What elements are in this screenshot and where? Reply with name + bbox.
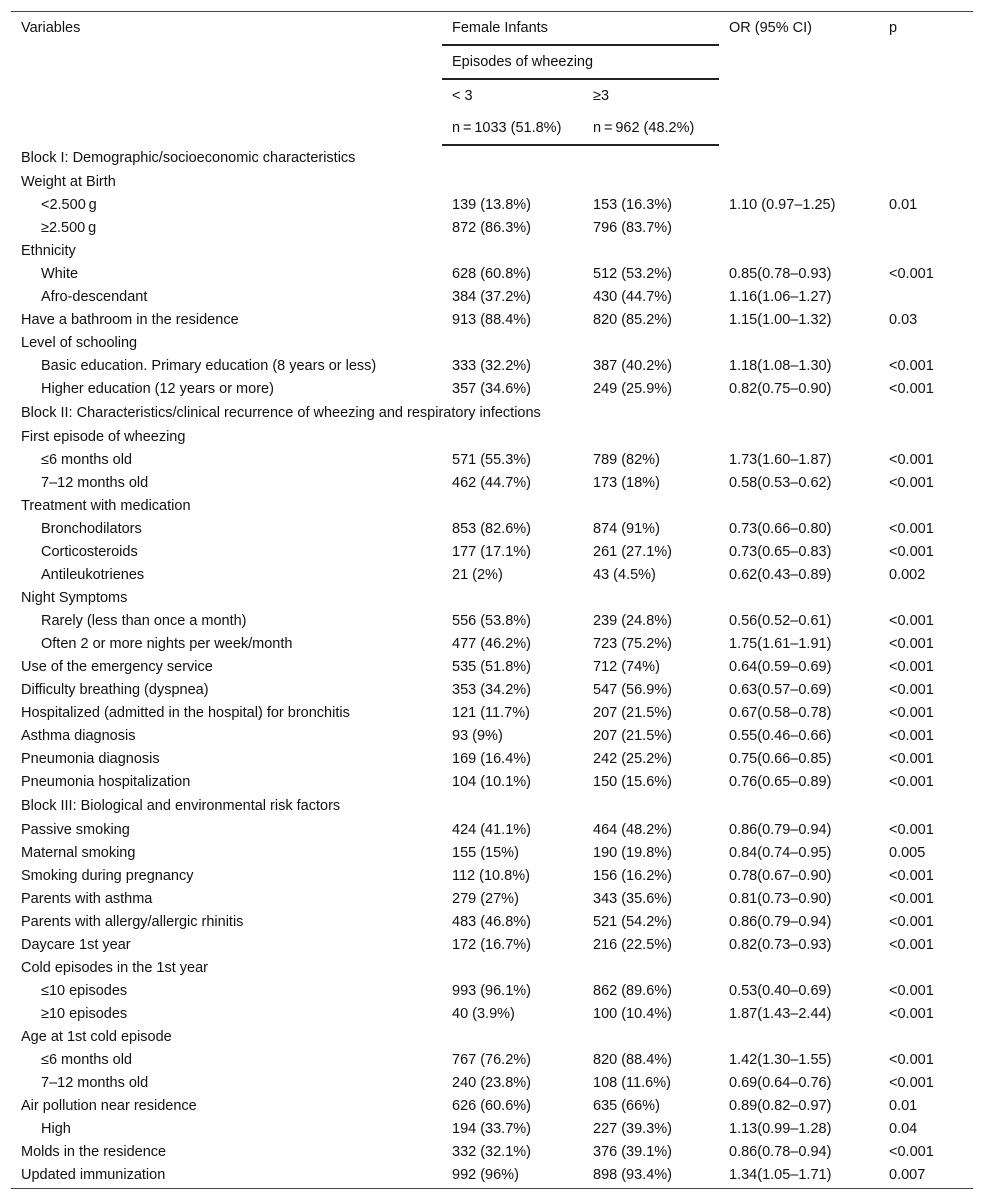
lt3-cell: 177 (17.1%) (452, 544, 531, 560)
lt3-cell: 384 (37.2%) (452, 289, 531, 305)
or-cell: 0.78(0.67–0.90) (729, 868, 832, 884)
p-cell: <0.001 (889, 891, 934, 907)
header-ge3: ≥3 (593, 88, 610, 104)
p-cell (879, 957, 973, 980)
ge3-cell: 173 (18%) (593, 475, 660, 491)
variable-cell: Parents with asthma (21, 891, 153, 907)
p-cell: 0.01 (889, 1098, 918, 1114)
variable-cell: Have a bathroom in the residence (21, 312, 239, 328)
ge3-cell: 153 (16.3%) (593, 197, 672, 213)
lt3-cell: 169 (16.4%) (452, 751, 531, 767)
ge3-cell: 207 (21.5%) (593, 705, 672, 721)
ge3-cell: 635 (66%) (593, 1098, 660, 1114)
lt3-cell (442, 332, 583, 355)
p-cell: <0.001 (889, 266, 934, 282)
ge3-cell: 547 (56.9%) (593, 682, 672, 698)
variable-cell: Smoking during pregnancy (21, 868, 194, 884)
lt3-cell (442, 426, 583, 449)
ge3-cell (583, 240, 719, 263)
variable-cell: Rarely (less than once a month) (41, 613, 247, 629)
or-cell (719, 240, 879, 263)
p-cell: <0.001 (889, 774, 934, 790)
table-row (11, 286, 973, 309)
ge3-cell: 430 (44.7%) (593, 289, 672, 305)
table-body (11, 145, 973, 1189)
or-cell (719, 957, 879, 980)
p-cell (879, 171, 973, 194)
table-row (11, 449, 973, 472)
lt3-cell: 357 (34.6%) (452, 381, 531, 397)
p-cell: <0.001 (889, 868, 934, 884)
table-row (11, 587, 973, 610)
table-row (11, 633, 973, 656)
variable-cell: Afro-descendant (41, 289, 148, 305)
lt3-cell: 626 (60.6%) (452, 1098, 531, 1114)
or-cell (719, 332, 879, 355)
or-cell: 0.55(0.46–0.66) (729, 728, 832, 744)
lt3-cell: 913 (88.4%) (452, 312, 531, 328)
or-cell: 0.86(0.78–0.94) (729, 1144, 832, 1160)
lt3-cell: 194 (33.7%) (452, 1121, 531, 1137)
lt3-cell: 279 (27%) (452, 891, 519, 907)
ge3-cell: 862 (89.6%) (593, 983, 672, 999)
variable-cell: Cold episodes in the 1st year (21, 960, 208, 976)
variable-cell: Weight at Birth (21, 174, 116, 190)
block-heading: Block I: Demographic/socioeconomic characteristics (21, 150, 356, 166)
table-row (11, 888, 973, 911)
lt3-cell: 992 (96%) (442, 1164, 583, 1189)
table-row (11, 426, 973, 449)
table-row (11, 518, 973, 541)
header-or: OR (95% CI) (719, 12, 879, 146)
ge3-cell: 376 (39.1%) (593, 1144, 672, 1160)
table-row (11, 355, 973, 378)
ge3-cell: 789 (82%) (593, 452, 660, 468)
variable-cell: Updated immunization (11, 1164, 442, 1189)
lt3-cell: 853 (82.6%) (452, 521, 531, 537)
p-cell: <0.001 (889, 1052, 934, 1068)
ge3-cell: 190 (19.8%) (593, 845, 672, 861)
table-row (11, 679, 973, 702)
ge3-cell (583, 1026, 719, 1049)
table-row (11, 842, 973, 865)
or-cell: 1.16(1.06–1.27) (729, 289, 832, 305)
lt3-cell: 240 (23.8%) (452, 1075, 531, 1091)
lt3-cell: 483 (46.8%) (452, 914, 531, 930)
variable-cell: High (41, 1121, 71, 1137)
table-row (11, 217, 973, 240)
or-cell: 1.13(0.99–1.28) (729, 1121, 832, 1137)
p-cell (879, 495, 973, 518)
table-row (11, 240, 973, 263)
p-cell: <0.001 (889, 705, 934, 721)
header-n-ge3: n = 962 (48.2%) (583, 112, 719, 145)
lt3-cell: 353 (34.2%) (452, 682, 531, 698)
lt3-cell: 155 (15%) (452, 845, 519, 861)
or-cell: 0.85(0.78–0.93) (729, 266, 832, 282)
ge3-cell: 343 (35.6%) (593, 891, 672, 907)
variable-cell: Molds in the residence (21, 1144, 167, 1160)
table-row (11, 957, 973, 980)
variable-cell: Corticosteroids (41, 544, 138, 560)
variable-cell: 7–12 months old (41, 1075, 149, 1091)
lt3-cell (442, 1026, 583, 1049)
or-cell: 0.82(0.75–0.90) (729, 381, 832, 397)
table-row (11, 911, 973, 934)
p-cell: <0.001 (889, 659, 934, 675)
p-cell: <0.001 (889, 1075, 934, 1091)
p-cell: <0.001 (889, 358, 934, 374)
or-cell: 1.73(1.60–1.87) (729, 452, 832, 468)
table-row (11, 819, 973, 842)
or-cell: 0.75(0.66–0.85) (729, 751, 832, 767)
or-cell (719, 587, 879, 610)
lt3-cell: 121 (11.7%) (452, 705, 530, 721)
table-row (11, 194, 973, 217)
p-cell: <0.001 (889, 1006, 934, 1022)
ge3-cell: 512 (53.2%) (593, 266, 672, 282)
or-cell: 0.67(0.58–0.78) (729, 705, 832, 721)
p-cell: <0.001 (889, 822, 934, 838)
p-cell: <0.001 (889, 983, 934, 999)
or-cell: 1.10 (0.97–1.25) (729, 197, 836, 213)
p-cell (879, 1026, 973, 1049)
ge3-cell: 43 (4.5%) (593, 567, 656, 583)
ge3-cell: 150 (15.6%) (593, 774, 672, 790)
lt3-cell: 40 (3.9%) (452, 1006, 515, 1022)
lt3-cell: 462 (44.7%) (452, 475, 531, 491)
ge3-cell: 898 (93.4%) (583, 1164, 719, 1189)
table-row (11, 610, 973, 633)
table-row (11, 1072, 973, 1095)
lt3-cell: 535 (51.8%) (452, 659, 531, 675)
or-cell: 0.73(0.65–0.83) (729, 544, 832, 560)
p-cell: <0.001 (889, 381, 934, 397)
table-row (11, 1118, 973, 1141)
table-row (11, 656, 973, 679)
table-row (11, 748, 973, 771)
lt3-cell: 424 (41.1%) (452, 822, 531, 838)
lt3-cell (442, 587, 583, 610)
p-cell (879, 240, 973, 263)
p-cell: <0.001 (889, 521, 934, 537)
table-container (11, 11, 973, 1189)
variable-cell: Daycare 1st year (21, 937, 131, 953)
lt3-cell: 571 (55.3%) (452, 452, 531, 468)
or-cell: 1.18(1.08–1.30) (729, 358, 832, 374)
variable-cell: ≥2.500 g (41, 220, 97, 236)
p-cell: 0.002 (889, 567, 926, 583)
table-row (11, 541, 973, 564)
or-cell (719, 171, 879, 194)
or-cell: 0.73(0.66–0.80) (729, 521, 832, 537)
variable-cell: 7–12 months old (41, 475, 149, 491)
or-cell: 0.64(0.59–0.69) (729, 659, 832, 675)
table-row (11, 1026, 973, 1049)
or-cell: 0.63(0.57–0.69) (729, 682, 832, 698)
variable-cell: Ethnicity (21, 243, 76, 259)
header-p: p (879, 12, 973, 146)
p-cell: <0.001 (889, 937, 934, 953)
ge3-cell (583, 587, 719, 610)
or-cell: 0.86(0.79–0.94) (729, 822, 832, 838)
or-cell (719, 426, 879, 449)
ge3-cell: 108 (11.6%) (593, 1075, 671, 1091)
p-cell: 0.005 (889, 845, 926, 861)
lt3-cell (442, 171, 583, 194)
or-cell: 0.81(0.73–0.90) (729, 891, 832, 907)
ge3-cell: 521 (54.2%) (593, 914, 672, 930)
variable-cell: Parents with allergy/allergic rhinitis (21, 914, 244, 930)
p-cell: 0.007 (879, 1164, 973, 1189)
variable-cell: Passive smoking (21, 822, 130, 838)
ge3-cell (583, 495, 719, 518)
or-cell (719, 217, 879, 240)
table-row (11, 171, 973, 194)
table-row (11, 332, 973, 355)
or-cell: 1.42(1.30–1.55) (729, 1052, 832, 1068)
p-cell: 0.03 (889, 312, 918, 328)
variable-cell: Maternal smoking (21, 845, 136, 861)
block-heading: Block III: Biological and environmental risk factors (21, 798, 341, 814)
table-row (11, 771, 973, 794)
variable-cell: Treatment with medication (21, 498, 191, 514)
or-cell: 0.58(0.53–0.62) (729, 475, 832, 491)
ge3-cell: 712 (74%) (593, 659, 660, 675)
variable-cell: Use of the emergency service (21, 659, 213, 675)
variable-cell: Level of schooling (21, 335, 138, 351)
lt3-cell: 104 (10.1%) (452, 774, 531, 790)
or-cell: 0.82(0.73–0.93) (729, 937, 832, 953)
ge3-cell: 796 (83.7%) (593, 220, 672, 236)
variable-cell: White (41, 266, 79, 282)
variable-cell: Asthma diagnosis (21, 728, 136, 744)
or-cell: 0.53(0.40–0.69) (729, 983, 832, 999)
variable-cell: ≤10 episodes (41, 983, 128, 999)
lt3-cell: 872 (86.3%) (452, 220, 531, 236)
lt3-cell: 628 (60.8%) (452, 266, 531, 282)
lt3-cell: 139 (13.8%) (452, 197, 531, 213)
or-cell: 0.89(0.82–0.97) (729, 1098, 832, 1114)
table-row (11, 865, 973, 888)
ge3-cell: 464 (48.2%) (593, 822, 672, 838)
ge3-cell (583, 332, 719, 355)
lt3-cell: 767 (76.2%) (452, 1052, 531, 1068)
ge3-cell: 249 (25.9%) (593, 381, 672, 397)
or-cell: 1.34(1.05–1.71) (719, 1164, 879, 1189)
table-row (11, 702, 973, 725)
ge3-cell: 100 (10.4%) (593, 1006, 672, 1022)
block-heading-row (11, 794, 973, 819)
lt3-cell: 556 (53.8%) (452, 613, 531, 629)
table-row (11, 1003, 973, 1026)
table-row (11, 980, 973, 1003)
variable-cell: Antileukotrienes (41, 567, 145, 583)
variable-cell: Often 2 or more nights per week/month (41, 636, 293, 652)
data-table (11, 11, 973, 1189)
variable-cell: Higher education (12 years or more) (41, 381, 274, 397)
ge3-cell: 216 (22.5%) (593, 937, 672, 953)
p-cell: <0.001 (889, 544, 934, 560)
variable-cell: ≤6 months old (41, 1052, 132, 1068)
p-cell: <0.001 (889, 475, 934, 491)
lt3-cell: 477 (46.2%) (452, 636, 531, 652)
lt3-cell: 112 (10.8%) (452, 868, 530, 884)
lt3-cell: 332 (32.1%) (452, 1144, 531, 1160)
variable-cell: ≥10 episodes (41, 1006, 128, 1022)
ge3-cell: 239 (24.8%) (593, 613, 672, 629)
or-cell: 1.87(1.43–2.44) (729, 1006, 832, 1022)
or-cell: 1.75(1.61–1.91) (729, 636, 832, 652)
ge3-cell: 242 (25.2%) (593, 751, 672, 767)
ge3-cell: 156 (16.2%) (593, 868, 672, 884)
header-lt3: < 3 (452, 88, 473, 104)
table-row (11, 378, 973, 401)
variable-cell: Pneumonia hospitalization (21, 774, 191, 790)
lt3-cell: 93 (9%) (452, 728, 503, 744)
or-cell: 0.56(0.52–0.61) (729, 613, 832, 629)
ge3-cell: 387 (40.2%) (593, 358, 672, 374)
variable-cell: <2.500 g (41, 197, 97, 213)
ge3-cell: 723 (75.2%) (593, 636, 672, 652)
block-heading-row (11, 401, 973, 426)
or-cell: 0.76(0.65–0.89) (729, 774, 832, 790)
block-heading: Block II: Characteristics/clinical recurrence of wheezing and respiratory infections (21, 405, 541, 421)
p-cell: <0.001 (889, 682, 934, 698)
lt3-cell: 333 (32.2%) (452, 358, 531, 374)
table-row (11, 1095, 973, 1118)
p-cell: 0.01 (889, 197, 918, 213)
or-cell: 0.62(0.43–0.89) (729, 567, 832, 583)
variable-cell: Difficulty breathing (dyspnea) (21, 682, 209, 698)
variable-cell: Pneumonia diagnosis (21, 751, 160, 767)
p-cell (879, 286, 973, 309)
ge3-cell: 820 (85.2%) (593, 312, 672, 328)
lt3-cell (442, 240, 583, 263)
or-cell (719, 495, 879, 518)
lt3-cell (442, 957, 583, 980)
variable-cell: Air pollution near residence (21, 1098, 197, 1114)
variable-cell: Bronchodilators (41, 521, 142, 537)
header-variables: Variables (11, 12, 442, 146)
ge3-cell (583, 426, 719, 449)
p-cell (879, 587, 973, 610)
p-cell (879, 217, 973, 240)
block-heading-row (11, 145, 973, 171)
ge3-cell: 207 (21.5%) (593, 728, 672, 744)
variable-cell: Hospitalized (admitted in the hospital) for bronchitis (21, 705, 350, 721)
table-row (11, 1049, 973, 1072)
p-cell: <0.001 (889, 751, 934, 767)
variable-cell: Night Symptoms (21, 590, 128, 606)
header-n-lt3: n = 1033 (51.8%) (442, 112, 583, 145)
ge3-cell (583, 957, 719, 980)
p-cell (879, 426, 973, 449)
or-cell: 0.86(0.79–0.94) (729, 914, 832, 930)
variable-cell: First episode of wheezing (21, 429, 186, 445)
ge3-cell: 874 (91%) (593, 521, 660, 537)
header-episodes: Episodes of wheezing (442, 45, 719, 79)
or-cell: 1.15(1.00–1.32) (729, 312, 832, 328)
table-row (11, 1141, 973, 1164)
p-cell: <0.001 (889, 452, 934, 468)
table-row (11, 564, 973, 587)
ge3-cell (583, 171, 719, 194)
p-cell: <0.001 (889, 1144, 934, 1160)
table-row (11, 934, 973, 957)
table-header (11, 12, 973, 146)
variable-cell: Basic education. Primary education (8 years or less) (41, 358, 377, 374)
or-cell: 0.84(0.74–0.95) (729, 845, 832, 861)
p-cell: <0.001 (889, 613, 934, 629)
or-cell (719, 1026, 879, 1049)
lt3-cell: 172 (16.7%) (452, 937, 531, 953)
lt3-cell (442, 495, 583, 518)
ge3-cell: 227 (39.3%) (593, 1121, 672, 1137)
p-cell: <0.001 (889, 636, 934, 652)
or-cell: 0.69(0.64–0.76) (729, 1075, 832, 1091)
p-cell: <0.001 (889, 914, 934, 930)
table-row (11, 495, 973, 518)
table-row (11, 263, 973, 286)
table-row (11, 472, 973, 495)
lt3-cell: 993 (96.1%) (452, 983, 531, 999)
variable-cell: ≤6 months old (41, 452, 132, 468)
p-cell: 0.04 (889, 1121, 918, 1137)
header-female-infants: Female Infants (442, 12, 719, 46)
ge3-cell: 261 (27.1%) (593, 544, 672, 560)
ge3-cell: 820 (88.4%) (593, 1052, 672, 1068)
table-row (11, 725, 973, 748)
p-cell: <0.001 (889, 728, 934, 744)
lt3-cell: 21 (2%) (452, 567, 503, 583)
variable-cell: Age at 1st cold episode (21, 1029, 172, 1045)
table-row (11, 309, 973, 332)
table-row (11, 1164, 973, 1189)
p-cell (879, 332, 973, 355)
